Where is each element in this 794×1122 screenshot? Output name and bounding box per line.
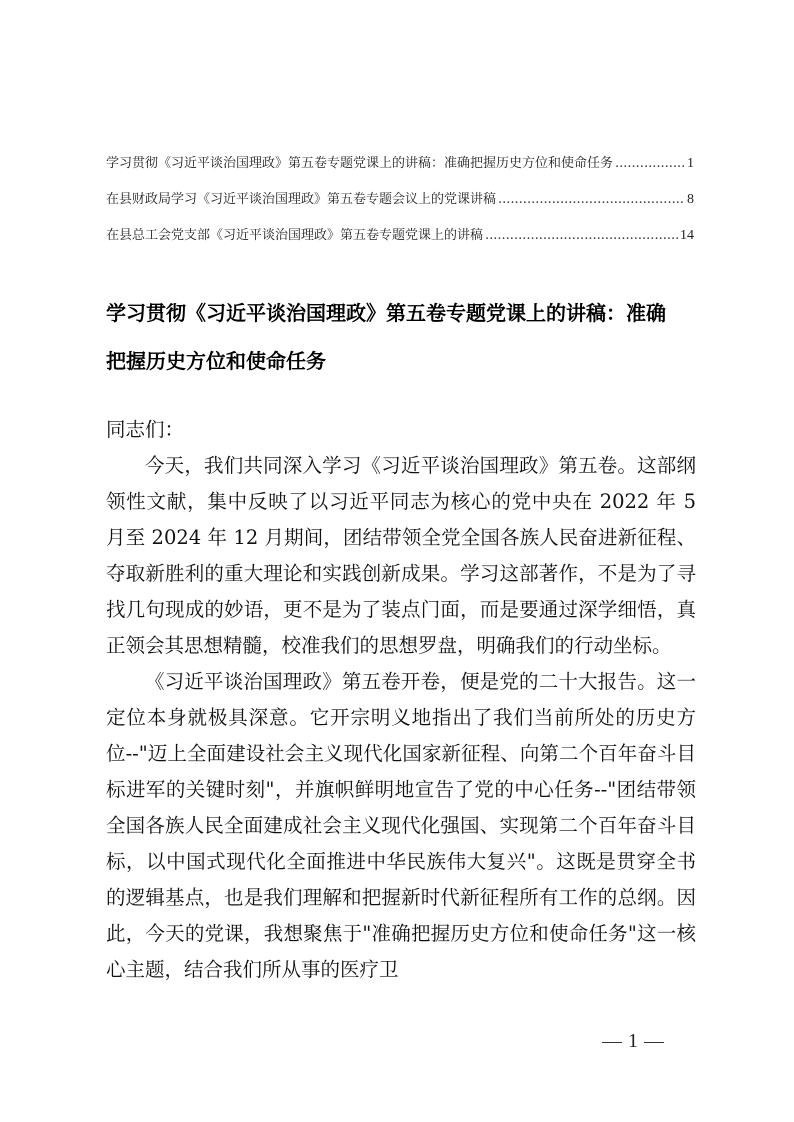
document-title-line-2: 把握历史方位和使命任务 xyxy=(106,349,326,373)
footer-dash-left xyxy=(602,1042,622,1043)
toc-entry[interactable] xyxy=(106,188,694,224)
toc-entry-title: 学习贯彻《习近平谈治国理政》第五卷专题党课上的讲稿：准确把握历史方位和使命任务 xyxy=(106,156,614,171)
toc-leader-dots xyxy=(498,192,685,207)
document-title xyxy=(106,289,706,385)
toc-entry-page: 8 xyxy=(687,192,694,207)
body-paragraph: 今天，我们共同深入学习《习近平谈治国理政》第五卷。这部纲领性文献，集中反映了以习近平同志为核心的党中央在 2022 年 5 月至 2024 年 12 月期间，团结带领全党全国各族人民奋进新征程、夺取新胜利的重大理论和实践创新成果。学习这部著作，不是为了寻找几句现成的妙语，更不是为了装点门面，而是要通过深学细悟，真正领会其思想精髓，校准我们的思想罗盘，明确我们的行动坐标。 xyxy=(106,454,696,657)
footer-dash-right xyxy=(644,1042,664,1043)
toc-leader-dots xyxy=(615,156,685,171)
body-paragraph: 《习近平谈治国理政》第五卷开卷，便是党的二十大报告。这一定位本身就极具深意。它开宗明义地指出了我们当前所处的历史方位--"迈上全面建设社会主义现代化国家新征程、向第二个百年奋斗目标进军的关键时刻"，并旗帜鲜明地宣告了党的中心任务--"团结带领全国各族人民全面建成社会主义现代化强国、实现第二个百年奋斗目标，以中国式现代化全面推进中华民族伟大复兴"。这既是贯穿全书的逻辑基点，也是我们理解和把握新时代新征程所有工作的总纲。因此，今天的党课，我想聚焦于"准确把握历史方位和使命任务"这一核心主题，结合我们所从事的医疗卫 xyxy=(106,670,696,981)
document-title-line-1: 学习贯彻《习近平谈治国理政》第五卷专题党课上的讲稿：准确 xyxy=(106,301,666,325)
toc-entry-title: 在县财政局学习《习近平谈治国理政》第五卷专题会议上的党课讲稿 xyxy=(106,192,497,207)
table-of-contents xyxy=(106,152,694,260)
salutation: 同志们： xyxy=(106,418,185,441)
toc-leader-dots xyxy=(485,228,678,243)
page-number: 1 xyxy=(628,1030,638,1052)
document-body xyxy=(106,412,696,988)
toc-entry[interactable] xyxy=(106,152,694,188)
toc-entry-title: 在县总工会党支部《习近平谈治国理政》第五卷专题党课上的讲稿 xyxy=(106,228,484,243)
toc-entry-page: 1 xyxy=(687,156,694,171)
page-footer xyxy=(596,1030,670,1053)
toc-entry[interactable] xyxy=(106,224,694,260)
toc-entry-page: 14 xyxy=(680,228,694,243)
